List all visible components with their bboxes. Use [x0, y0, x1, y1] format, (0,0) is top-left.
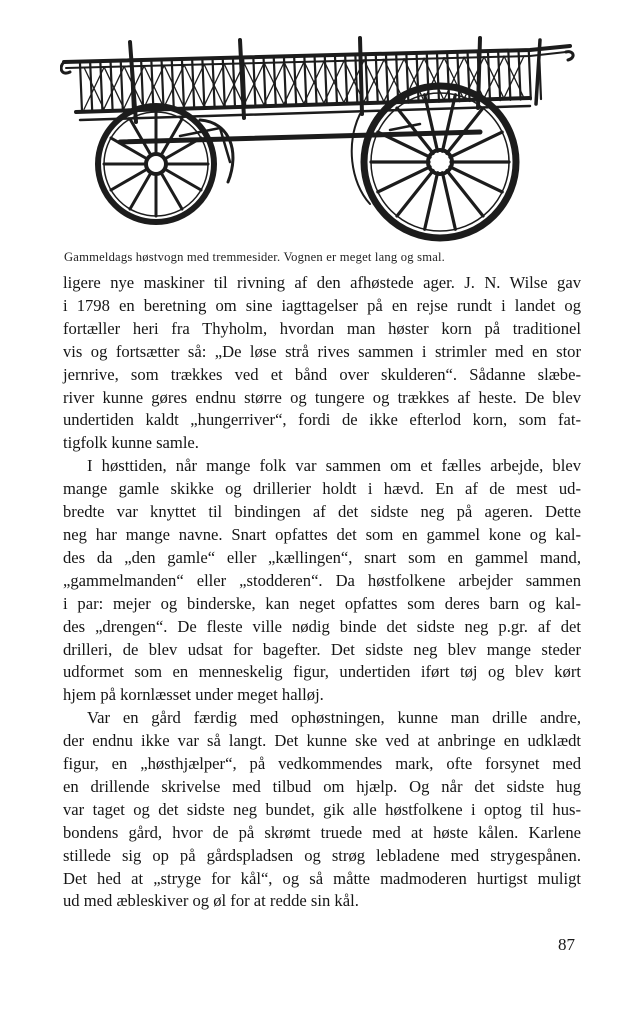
text-line: var taget og det sidste neg bundet, gik alle høstfolkene i optog til hus- [63, 799, 581, 819]
text-line: figur, en „høsthjælper“, på vedkommendes mark, ofte forsynet med [63, 754, 581, 774]
text-line: river kunne gøres endnu større og tungere og trækkes af heste. De blev [63, 387, 581, 407]
text-line: des da „den gamle“ eller „kællingen“, snart som en gammel mand, [63, 547, 581, 567]
text-line: neg har mange navne. Snart opfattes det som en gammel kone og kal- [63, 524, 581, 544]
body-text [63, 272, 581, 913]
hay-wagon-illustration [60, 32, 578, 242]
text-line: bondens gård, hvor de på skrømt truede med at høste kålen. Karlene [63, 822, 581, 842]
text-line: jernrive, som trækkes ved et bånd over skulderen“. Sådanne slæbe- [63, 364, 581, 384]
text-line: bredte var knyttet til bindingen af det sidste neg på ageren. Dette [63, 502, 581, 522]
text-line: Var en gård færdig med ophøstningen, kunne man drille andre, [87, 708, 581, 728]
text-line: en drillende skrivelse med tilbud om hjælp. Og når det sidste hug [63, 776, 581, 796]
paragraph [63, 455, 581, 707]
text-line: udformet som en menneskelig figur, undertiden iført tøj og blev kørt [63, 662, 581, 682]
text-line: „gammelmanden“ eller „stodderen“. Da høstfolkene arbejder sammen [63, 570, 581, 590]
paragraph [63, 272, 581, 455]
text-line: drilleri, de blev udsat for bagefter. Det sidste neg blev mange steder [63, 639, 581, 659]
text-line: stillede sig op på gårdspladsen og strøg lebladene med strygespånen. [63, 845, 581, 865]
text-line: vis og fortsætter så: „De løse strå rives sammen i strimler med en stor [63, 341, 581, 361]
text-line: fortæller heri fra Thyholm, hvordan man høster korn på traditionel [63, 318, 581, 338]
figure-caption: Gammeldags høstvogn med tremmesider. Vognen er meget lang og smal. [64, 250, 446, 264]
text-line: I høsttiden, når mange folk var sammen om et fælles arbejde, blev [87, 456, 581, 476]
text-line: hjem på kornlæsset under meget halløj. [63, 685, 324, 705]
text-line: i 1798 en beretning om sine iagttagelser på en rejse rundt i landet og [63, 295, 581, 315]
text-line: ud med æbleskiver og øl for at redde sin kål. [63, 891, 359, 911]
text-line: mange gamle skikke og drillerier holdt i hævd. En af de mest ud- [63, 479, 581, 499]
page-number: 87 [558, 935, 575, 954]
text-line: des „drengen“. De fleste ville nødig binde det sidste neg p.gr. af det [63, 616, 581, 636]
text-line: der endnu ikke var så langt. Det kunne ske ved at anbringe en udklædt [63, 731, 581, 751]
text-line: tigfolk kunne samle. [63, 433, 199, 453]
text-line: undertiden kaldt „hungerriver“, fordi de ikke efterlod korn, som fat- [63, 410, 581, 430]
text-line: Det hed at „stryge for kål“, og så måtte madmoderen hurtigst muligt [63, 868, 581, 888]
paragraph [63, 707, 581, 913]
text-line: ligere nye maskiner til rivning af den afhøstede ager. J. N. Wilse gav [63, 273, 581, 292]
text-line: i par: mejer og binderske, kan neget opfattes som deres barn og kal- [63, 593, 581, 613]
